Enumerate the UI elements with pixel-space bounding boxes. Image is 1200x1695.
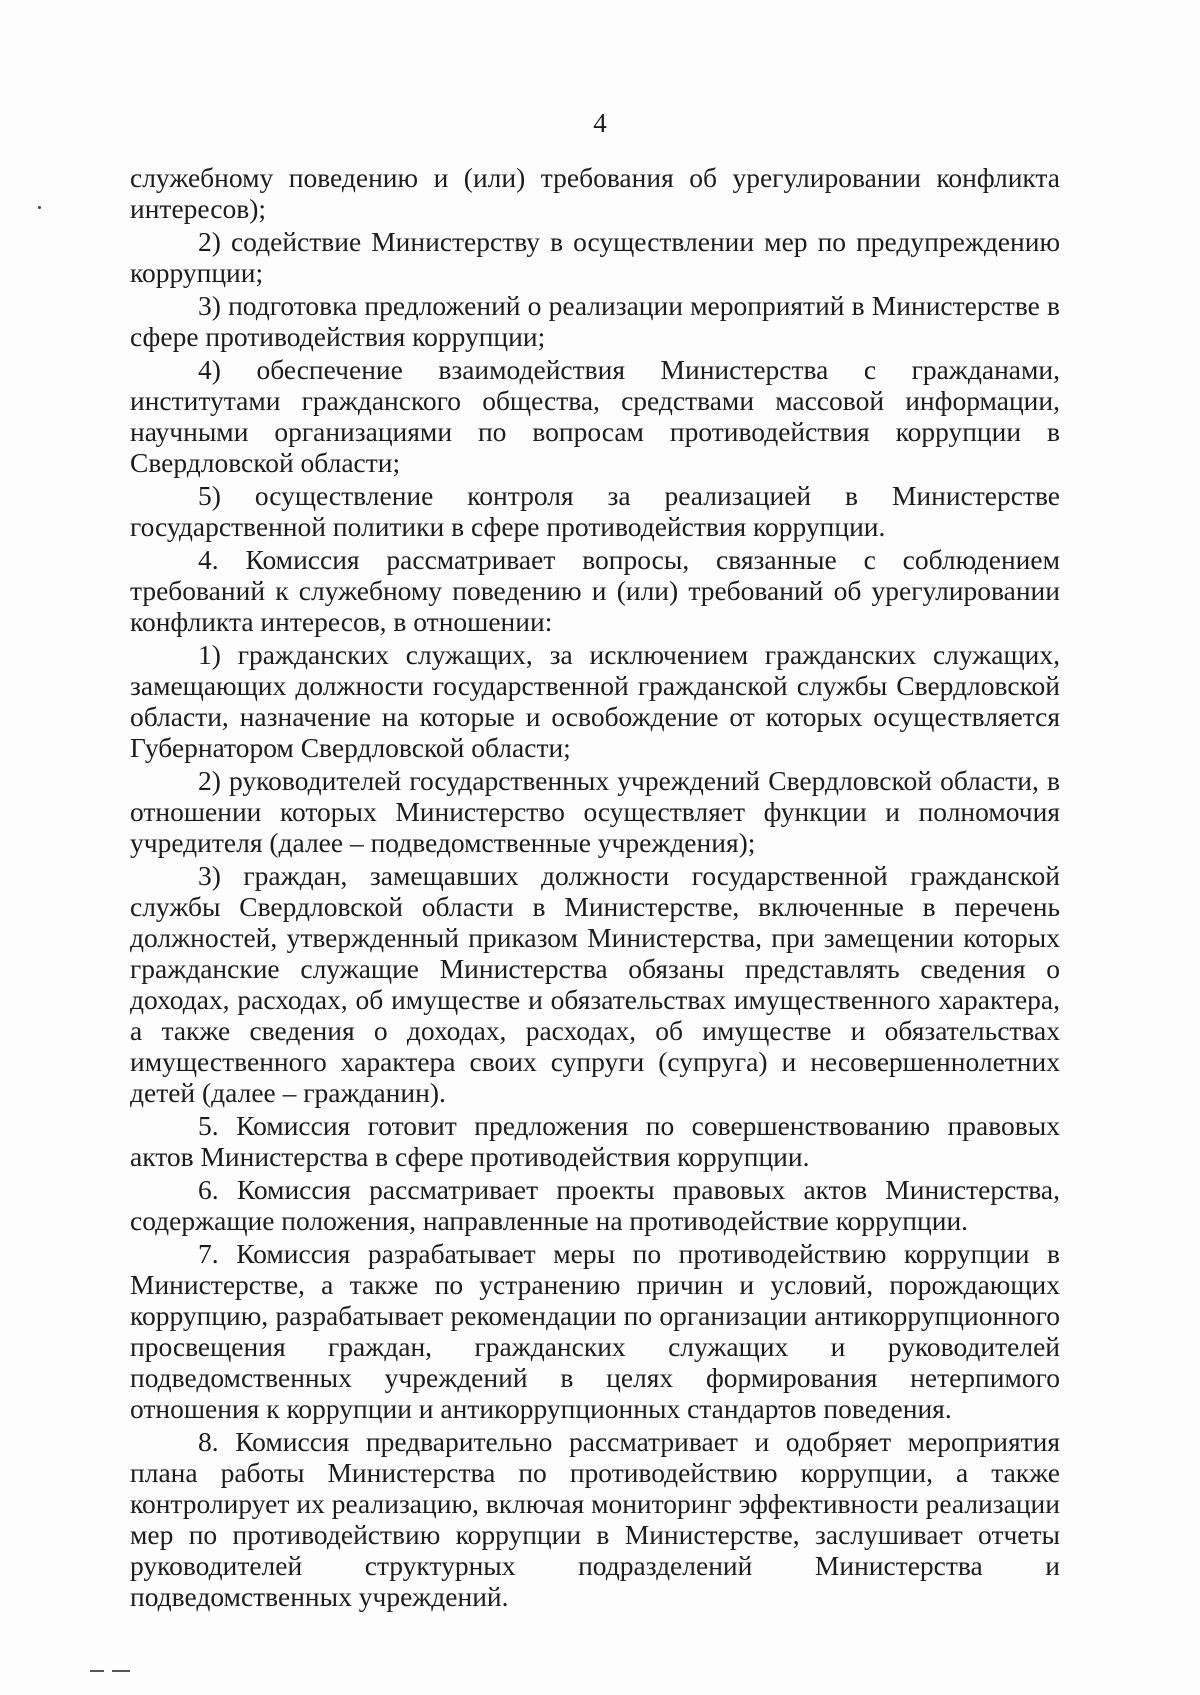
paragraph-clause-8: 8. Комиссия предварительно рассматривает и одобряет мероприятия плана работы Министерства по противодействию коррупции, а также контролирует их реализацию, включая мониторинг эффективности реализации мер по противодействию коррупции в Министерстве, заслушивает отчеты руководителей структурных подразделений Министерства и подведомственных учреждений.: [130, 1426, 1060, 1612]
paragraph-clause-4-item-1: 1) гражданских служащих, за исключением гражданских служащих, замещающих должности государственной гражданской службы Свердловской области, назначение на которые и освобождение от которых осуществляется Губернатором Свердловской области;: [130, 639, 1060, 763]
paragraph-continuation: служебному поведению и (или) требования об урегулировании конфликта интересов);: [130, 162, 1060, 224]
paragraph-clause-6: 6. Комиссия рассматривает проекты правовых актов Министерства, содержащие положения, направленные на противодействие коррупции.: [130, 1174, 1060, 1236]
scan-dash: [90, 1670, 104, 1672]
paragraph-item-5: 5) осуществление контроля за реализацией в Министерстве государственной политики в сфере противодействия коррупции.: [130, 480, 1060, 542]
paragraph-clause-4-item-2: 2) руководителей государственных учреждений Свердловской области, в отношении которых Министерство осуществляет функции и полномочия учредителя (далее – подведомственные учреждения);: [130, 765, 1060, 858]
paragraph-clause-5: 5. Комиссия готовит предложения по совершенствованию правовых актов Министерства в сфере противодействия коррупции.: [130, 1110, 1060, 1172]
scan-speck: [38, 206, 41, 209]
paragraph-item-4: 4) обеспечение взаимодействия Министерства с гражданами, институтами гражданского общества, средствами массовой информации, научными организациями по вопросам противодействия коррупции в Свердловской области;: [130, 354, 1060, 478]
paragraph-item-2: 2) содействие Министерству в осуществлении мер по предупреждению коррупции;: [130, 226, 1060, 288]
page-number: 4: [593, 108, 607, 138]
paragraph-item-3: 3) подготовка предложений о реализации мероприятий в Министерстве в сфере противодействия коррупции;: [130, 290, 1060, 352]
paragraph-clause-7: 7. Комиссия разрабатывает меры по противодействию коррупции в Министерстве, а также по устранению причин и условий, порождающих коррупцию, разрабатывает рекомендации по организации антикоррупционного просвещения граждан, гражданских служащих и руководителей подведомственных учреждений в целях формирования нетерпимого отношения к коррупции и антикоррупционных стандартов поведения.: [130, 1238, 1060, 1424]
paragraph-clause-4: 4. Комиссия рассматривает вопросы, связанные с соблюдением требований к служебному поведению и (или) требований об урегулировании конфликта интересов, в отношении:: [130, 544, 1060, 637]
paragraph-clause-4-item-3: 3) граждан, замещавших должности государственной гражданской службы Свердловской области в Министерстве, включенные в перечень должностей, утвержденный приказом Министерства, при замещении которых гражданские служащие Министерства обязаны представлять сведения о доходах, расходах, об имуществе и обязательствах имущественного характера, а также сведения о доходах, расходах, об имуществе и обязательствах имущественного характера своих супруги (супруга) и несовершеннолетних детей (далее – гражданин).: [130, 860, 1060, 1108]
scan-dash: [112, 1670, 130, 1672]
document-body: [130, 162, 1060, 1614]
